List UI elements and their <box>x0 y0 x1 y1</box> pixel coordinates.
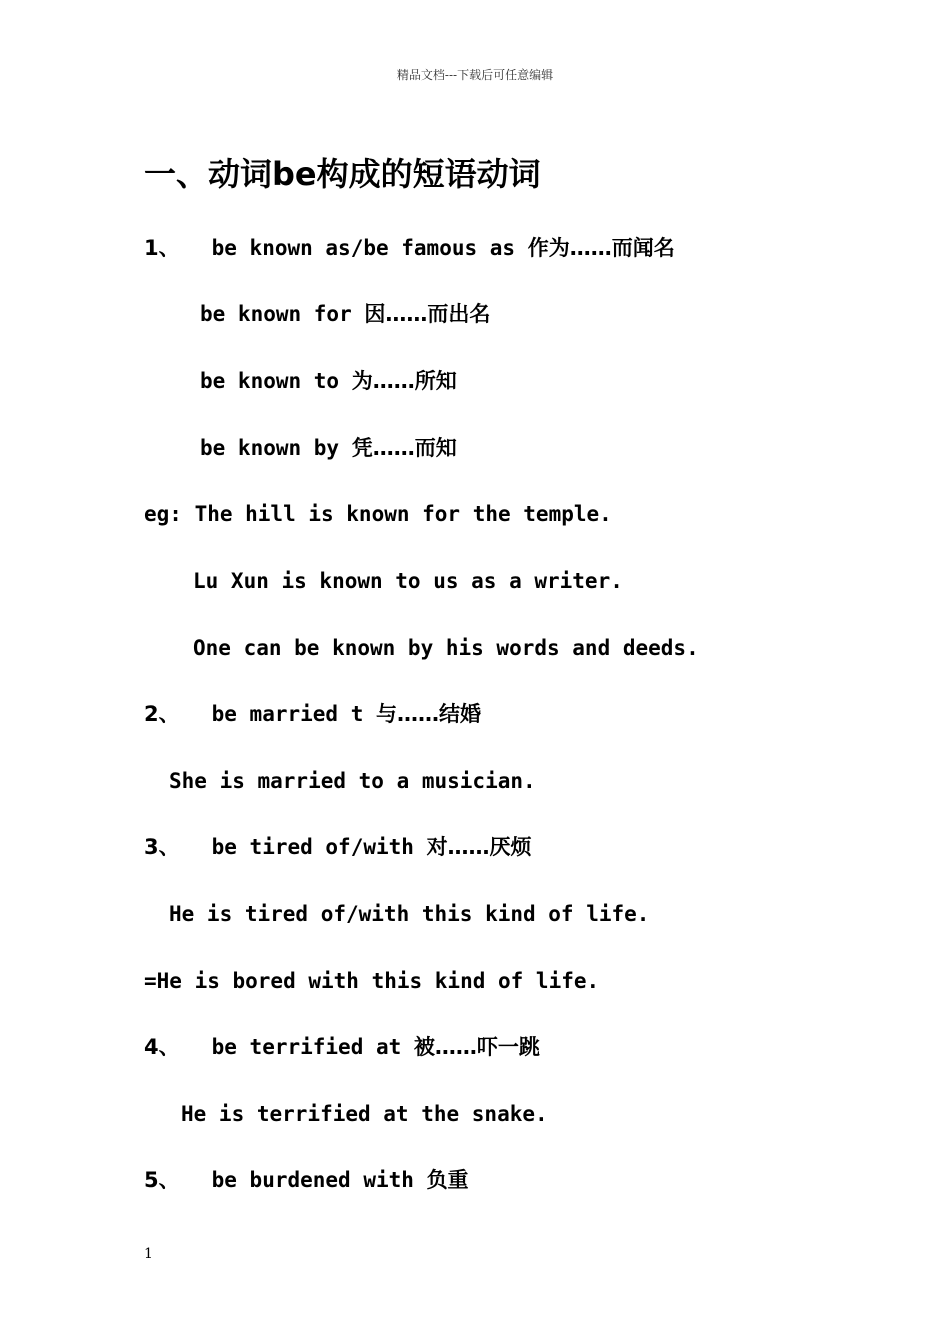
phrase: be tired of/with <box>211 835 427 859</box>
phrase: be known for <box>200 302 365 326</box>
item-number: 2、 <box>144 702 180 726</box>
meaning: 作为……而闻名 <box>527 236 675 260</box>
example-sentence: One can be known by his words and deeds. <box>193 636 699 660</box>
meaning: 对……厌烦 <box>426 835 532 859</box>
phrase: be known as/be famous as <box>211 236 528 260</box>
phrase: be terrified at <box>211 1035 414 1059</box>
section-title: 一、动词be构成的短语动词 <box>144 155 541 193</box>
meaning: 凭……而知 <box>351 436 457 460</box>
example-sentence: =He is bored with this kind of life. <box>144 969 600 993</box>
item-2 <box>144 700 481 728</box>
item-number: 4、 <box>144 1035 180 1059</box>
example-sentence: eg: The hill is known for the temple. <box>144 502 612 526</box>
meaning: 为……所知 <box>351 369 457 393</box>
page-header: 精品文档---下载后可任意编辑 <box>396 68 554 82</box>
item-4 <box>144 1033 540 1061</box>
example-sentence: He is tired of/with this kind of life. <box>169 902 650 926</box>
phrase: be burdened with <box>211 1168 427 1192</box>
example-sentence: Lu Xun is known to us as a writer. <box>193 569 623 593</box>
page-number: 1 <box>144 1246 153 1262</box>
item-1 <box>144 234 675 262</box>
meaning: 负重 <box>426 1168 469 1192</box>
example-sentence: She is married to a musician. <box>169 769 536 793</box>
phrase: be known to <box>200 369 352 393</box>
phrase: be married t <box>211 702 376 726</box>
example-sentence: He is terrified at the snake. <box>181 1102 548 1126</box>
item-1-sub <box>200 434 457 462</box>
item-1-sub <box>200 300 490 328</box>
item-number: 1、 <box>144 236 180 260</box>
item-5 <box>144 1166 469 1194</box>
phrase: be known by <box>200 436 352 460</box>
item-1-sub <box>200 367 457 395</box>
item-number: 3、 <box>144 835 180 859</box>
meaning: 与……结婚 <box>376 702 481 726</box>
item-3 <box>144 833 532 861</box>
meaning: 因……而出名 <box>364 302 491 326</box>
item-number: 5、 <box>144 1168 180 1192</box>
meaning: 被……吓一跳 <box>413 1035 540 1059</box>
